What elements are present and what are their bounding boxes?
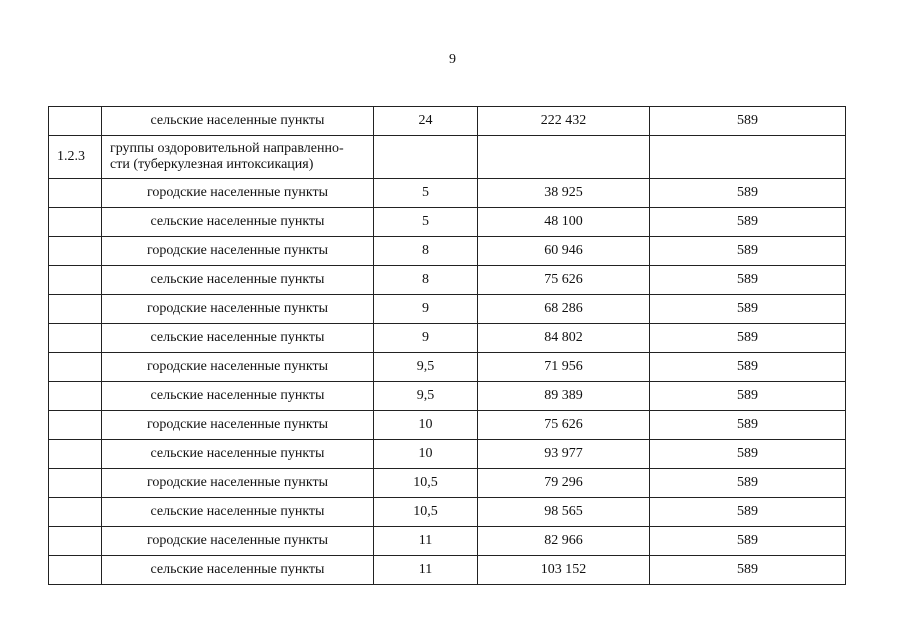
row-name-cell: сельские населенные пункты	[102, 440, 374, 469]
row-number-cell	[49, 382, 102, 411]
row-name-cell: сельские населенные пункты	[102, 382, 374, 411]
row-cost-cell	[478, 136, 650, 179]
table-row	[49, 382, 846, 411]
row-rate-cell: 589	[650, 179, 846, 208]
row-cost-cell: 89 389	[478, 382, 650, 411]
row-name-cell: городские населенные пункты	[102, 353, 374, 382]
row-cost-cell: 103 152	[478, 556, 650, 585]
row-name-cell: городские населенные пункты	[102, 411, 374, 440]
row-name-cell: сельские населенные пункты	[102, 556, 374, 585]
table-row	[49, 266, 846, 295]
row-number-cell	[49, 353, 102, 382]
row-number-cell	[49, 411, 102, 440]
row-number-cell	[49, 324, 102, 353]
row-name-cell: сельские населенные пункты	[102, 266, 374, 295]
table-row	[49, 324, 846, 353]
table-row	[49, 237, 846, 266]
row-value-cell: 9,5	[374, 382, 478, 411]
row-value-cell: 10	[374, 411, 478, 440]
row-number-cell	[49, 295, 102, 324]
row-rate-cell: 589	[650, 107, 846, 136]
row-rate-cell: 589	[650, 295, 846, 324]
row-number-cell: 1.2.3	[49, 136, 102, 179]
table-row	[49, 469, 846, 498]
row-cost-cell: 79 296	[478, 469, 650, 498]
row-value-cell: 10	[374, 440, 478, 469]
row-number-cell	[49, 237, 102, 266]
row-value-cell	[374, 136, 478, 179]
row-rate-cell: 589	[650, 469, 846, 498]
row-number-cell	[49, 469, 102, 498]
row-cost-cell: 75 626	[478, 266, 650, 295]
row-name-cell: сельские населенные пункты	[102, 208, 374, 237]
table-row	[49, 353, 846, 382]
table-row	[49, 208, 846, 237]
row-rate-cell: 589	[650, 208, 846, 237]
row-value-cell: 9	[374, 324, 478, 353]
data-table	[48, 106, 846, 585]
row-cost-cell: 71 956	[478, 353, 650, 382]
row-value-cell: 5	[374, 208, 478, 237]
table-row	[49, 295, 846, 324]
row-rate-cell: 589	[650, 353, 846, 382]
row-cost-cell: 222 432	[478, 107, 650, 136]
row-rate-cell: 589	[650, 382, 846, 411]
table-row	[49, 179, 846, 208]
table-row	[49, 411, 846, 440]
table-row	[49, 107, 846, 136]
row-name-cell: сельские населенные пункты	[102, 324, 374, 353]
row-name-cell: городские населенные пункты	[102, 527, 374, 556]
row-cost-cell: 60 946	[478, 237, 650, 266]
row-rate-cell: 589	[650, 498, 846, 527]
row-cost-cell: 75 626	[478, 411, 650, 440]
row-number-cell	[49, 527, 102, 556]
row-cost-cell: 82 966	[478, 527, 650, 556]
table-row	[49, 498, 846, 527]
row-number-cell	[49, 208, 102, 237]
row-number-cell	[49, 440, 102, 469]
row-number-cell	[49, 266, 102, 295]
row-number-cell	[49, 498, 102, 527]
row-number-cell	[49, 107, 102, 136]
row-value-cell: 8	[374, 266, 478, 295]
row-value-cell: 10,5	[374, 469, 478, 498]
row-rate-cell: 589	[650, 266, 846, 295]
row-cost-cell: 38 925	[478, 179, 650, 208]
row-rate-cell: 589	[650, 556, 846, 585]
row-value-cell: 8	[374, 237, 478, 266]
row-value-cell: 5	[374, 179, 478, 208]
table-group-row	[49, 136, 846, 179]
row-cost-cell: 48 100	[478, 208, 650, 237]
row-name-cell: городские населенные пункты	[102, 469, 374, 498]
row-value-cell: 24	[374, 107, 478, 136]
row-name-cell: городские населенные пункты	[102, 237, 374, 266]
row-cost-cell: 84 802	[478, 324, 650, 353]
row-name-cell: городские населенные пункты	[102, 295, 374, 324]
table-row	[49, 556, 846, 585]
row-cost-cell: 68 286	[478, 295, 650, 324]
row-name-cell: группы оздоровительной направленно- сти (туберкулезная интоксикация)	[102, 136, 374, 179]
row-rate-cell: 589	[650, 411, 846, 440]
table-row	[49, 527, 846, 556]
row-name-cell: сельские населенные пункты	[102, 498, 374, 527]
row-name-cell: городские населенные пункты	[102, 179, 374, 208]
row-number-cell	[49, 179, 102, 208]
row-rate-cell: 589	[650, 440, 846, 469]
page-number: 9	[449, 52, 456, 67]
row-rate-cell: 589	[650, 527, 846, 556]
row-value-cell: 10,5	[374, 498, 478, 527]
row-cost-cell: 93 977	[478, 440, 650, 469]
row-value-cell: 11	[374, 527, 478, 556]
table-row	[49, 440, 846, 469]
row-value-cell: 9	[374, 295, 478, 324]
row-cost-cell: 98 565	[478, 498, 650, 527]
row-rate-cell	[650, 136, 846, 179]
row-value-cell: 9,5	[374, 353, 478, 382]
table-body	[49, 107, 846, 585]
row-rate-cell: 589	[650, 237, 846, 266]
row-number-cell	[49, 556, 102, 585]
row-name-cell: сельские населенные пункты	[102, 107, 374, 136]
row-rate-cell: 589	[650, 324, 846, 353]
row-value-cell: 11	[374, 556, 478, 585]
